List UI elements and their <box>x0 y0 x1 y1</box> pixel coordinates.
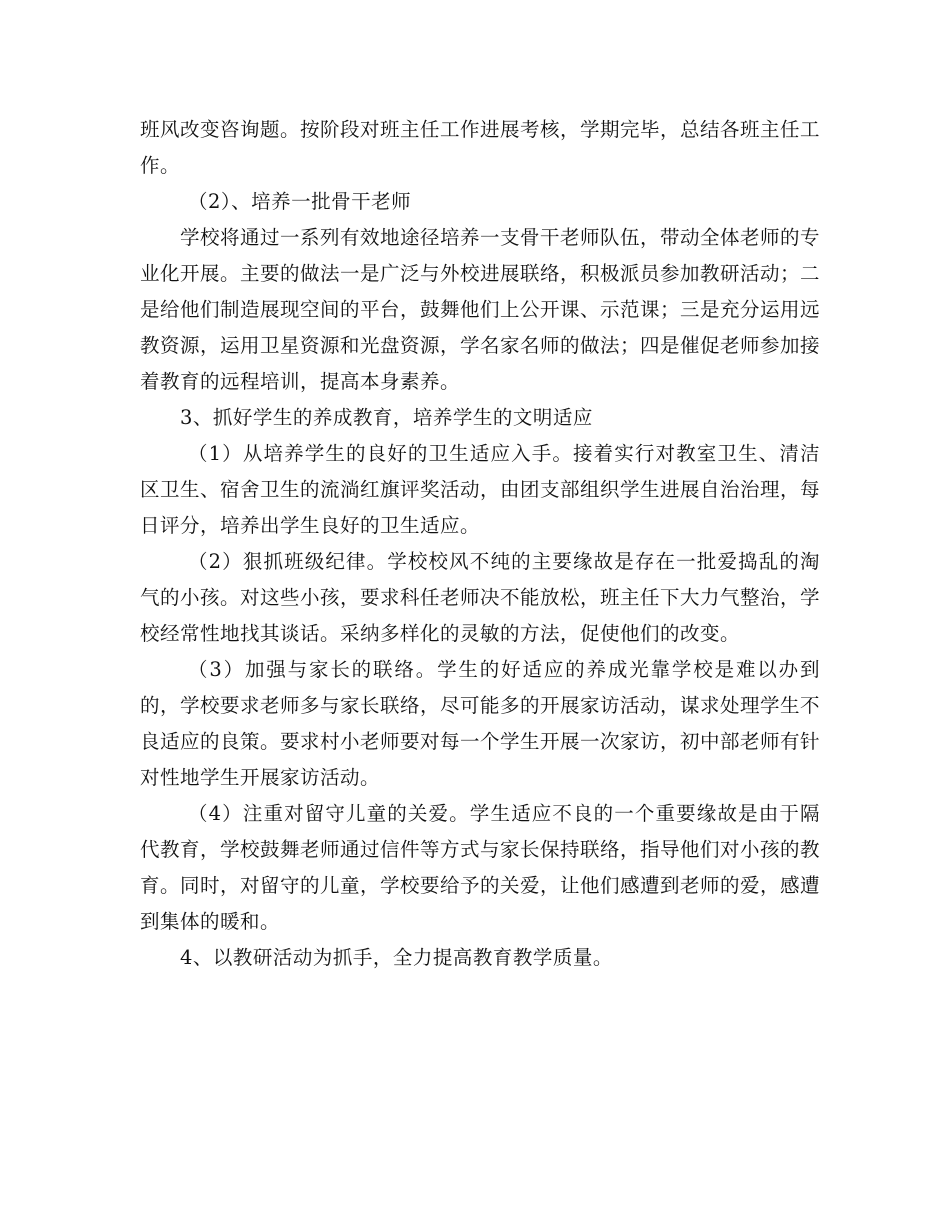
paragraph-left-behind-children: （4）注重对留守儿童的关爱。学生适应不良的一个重要缘故是由于隔代教育，学校鼓舞老师通过信件等方式与家长保持联络，指导他们对小孩的教育。同时，对留守的儿童，学校要给予的关爱，让他们感遭到老师的爱，感遭到集体的暖和。 <box>140 802 821 933</box>
paragraph-parent-contact: （3）加强与家长的联络。学生的好适应的养成光靠学校是难以办到的，学校要求老师多与家长联络，尽可能多的开展家访活动，谋求处理学生不良适应的良策。要求村小老师要对每一个学生开展一次家访，初中部老师有针对性地学生开展家访活动。 <box>140 658 821 789</box>
heading-student-habits: 3、抓好学生的养成教育，培养学生的文明适应 <box>180 406 593 429</box>
heading-teaching-research: 4、以教研活动为抓手，全力提高教育教学质量。 <box>180 946 613 969</box>
paragraph-backbone-teachers: 学校将通过一系列有效地途径培养一支骨干老师队伍，带动全体老师的专业化开展。主要的做法一是广泛与外校进展联络，积极派员参加教研活动；二是给他们制造展现空间的平台，鼓舞他们上公开课、示范课；三是充分运用远教资源，运用卫星资源和光盘资源，学名家名师的做法；四是催促老师参加接着教育的远程培训，提高本身素养。 <box>140 226 821 393</box>
paragraph-class-style-summary: 班风改变咨询题。按阶段对班主任工作进展考核，学期完毕，总结各班主任工作。 <box>140 118 821 177</box>
paragraph-class-discipline: （2）狠抓班级纪律。学校校风不纯的主要缘故是存在一批爱捣乱的淘气的小孩。对这些小孩，要求科任老师决不能放松，班主任下大力气整治，学校经常性地找其谈话。采纳多样化的灵敏的方法，促使他们的改变。 <box>140 550 821 645</box>
document-body <box>140 112 820 976</box>
heading-train-backbone-teachers: （2）、培养一批骨干老师 <box>188 190 412 213</box>
paragraph-hygiene-habits: （1）从培养学生的良好的卫生适应入手。接着实行对教室卫生、清洁区卫生、宿舍卫生的流淌红旗评奖活动，由团支部组织学生进展自治治理，每日评分，培养出学生良好的卫生适应。 <box>140 442 821 537</box>
